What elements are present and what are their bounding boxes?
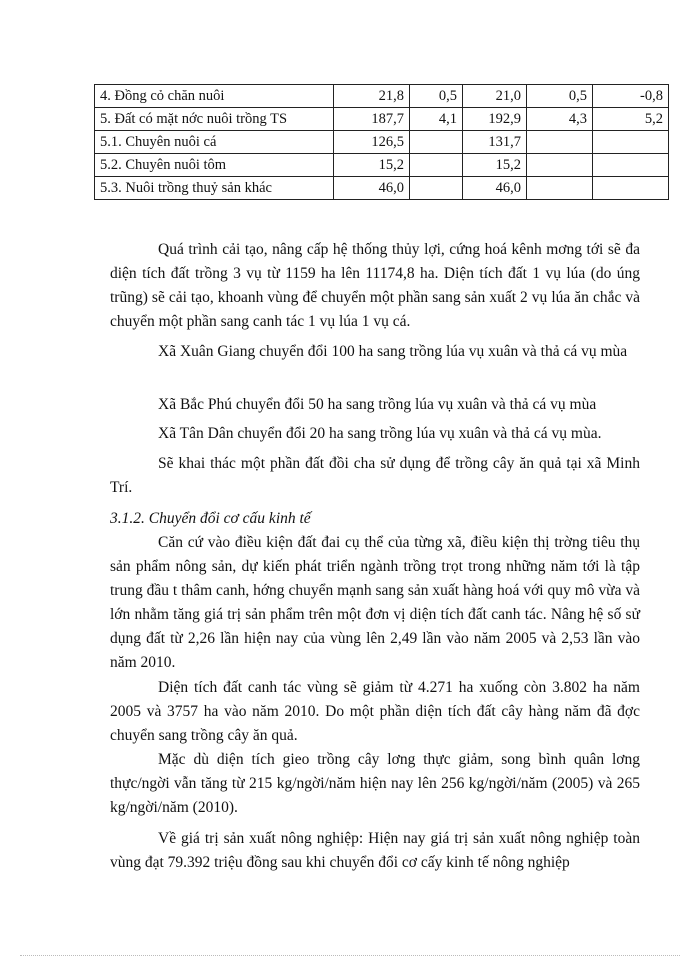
table-row [95, 85, 669, 108]
value-cell: 4,1 [410, 108, 463, 131]
value-cell [527, 177, 593, 200]
paragraph-text: Về giá trị sản xuất nông nghiệp: Hiện nay giá trị sản xuất nông nghiệp toàn vùng đạt 79.392 triệu đồng sau khi chuyển đổi cơ cấy kinh tế nông nghiệp [110, 830, 640, 871]
paragraph-text: Xã Xuân Giang chuyển đổi 100 ha sang trồng lúa vụ xuân và thả cá vụ mùa [158, 343, 628, 360]
value-cell: 15,2 [334, 154, 410, 177]
value-cell [527, 154, 593, 177]
value-cell: 126,5 [334, 131, 410, 154]
value-cell: 187,7 [334, 108, 410, 131]
value-cell: 4,3 [527, 108, 593, 131]
value-cell: -0,8 [593, 85, 669, 108]
paragraph-text: Sẽ khai thác một phần đất đồi cha sử dụng để trồng cây ăn quả tại xã Minh Trí. [110, 455, 640, 496]
value-cell [410, 177, 463, 200]
paragraph-food-per-capita [110, 748, 640, 820]
value-cell [593, 131, 669, 154]
value-cell: 21,0 [463, 85, 527, 108]
paragraph-production-value [110, 827, 640, 875]
paragraph-irrigation [110, 238, 640, 334]
paragraph-text: Xã Bắc Phú chuyển đổi 50 ha sang trồng lúa vụ xuân và thả cá vụ mùa [158, 396, 597, 413]
paragraph-xuan-giang [110, 340, 640, 364]
paragraph-cultivated-area [110, 676, 640, 748]
row-label-cell: 5.3. Nuôi trồng thuỷ sản khác [95, 177, 334, 200]
value-cell [410, 154, 463, 177]
table-row [95, 131, 669, 154]
row-label-cell: 5. Đất có mặt nớc nuôi trồng TS [95, 108, 334, 131]
paragraph-bac-phu [110, 393, 640, 417]
value-cell: 0,5 [527, 85, 593, 108]
paragraph-tan-dan [110, 422, 640, 446]
table-row [95, 177, 669, 200]
value-cell [593, 177, 669, 200]
row-label-cell: 5.2. Chuyên nuôi tôm [95, 154, 334, 177]
value-cell: 0,5 [410, 85, 463, 108]
value-cell: 5,2 [593, 108, 669, 131]
value-cell: 21,8 [334, 85, 410, 108]
value-cell: 46,0 [463, 177, 527, 200]
paragraph-text: Xã Tân Dân chuyển đổi 20 ha sang trồng lúa vụ xuân và thả cá vụ mùa. [158, 425, 602, 442]
row-label-cell: 4. Đồng cỏ chăn nuôi [95, 85, 334, 108]
paragraph-economic-structure [110, 531, 640, 675]
value-cell [593, 154, 669, 177]
paragraph-text: Mặc dù diện tích gieo trồng cây lơng thực giảm, song bình quân lơng thực/ngời vẫn tăng từ 215 kg/ngời/năm hiện nay lên 256 kg/ngời/năm (2005) và 265 kg/ngời/năm (2010). [110, 751, 640, 816]
paragraph-text: Quá trình cải tạo, nâng cấp hệ thống thủy lợi, cứng hoá kênh mơng tới sẽ đa diện tích đất trồng 3 vụ từ 1159 ha lên 11174,8 ha. Diện tích đất 1 vụ lúa (do úng trũng) sẽ cải tạo, khoanh vùng để chuyển một phần sang sản xuất 2 vụ lúa ăn chắc và chuyển một phần sang canh tác 1 vụ lúa 1 vụ cá. [110, 241, 640, 330]
page-bottom-divider [20, 955, 680, 956]
value-cell: 192,9 [463, 108, 527, 131]
paragraph-text: Diện tích đất canh tác vùng sẽ giảm từ 4.271 ha xuống còn 3.802 ha năm 2005 và 3757 ha vào năm 2010. Do một phần diện tích đất cây hàng năm đã đợc chuyển sang trồng cây ăn quả. [110, 679, 640, 744]
land-use-table [94, 84, 669, 200]
heading-text: 3.1.2. Chuyển đổi cơ cấu kinh tế [110, 510, 311, 527]
paragraph-text: Căn cứ vào điều kiện đất đai cụ thể của từng xã, điều kiện thị trờng tiêu thụ sản phẩm nông sản, dự kiến phát triển ngành trồng trọt trong những năm tới là tập trung đầu t thâm canh, hớng chuyển mạnh sang sản xuất hàng hoá với quy mô vừa và lớn nhằm tăng giá trị sản phẩm trên một đơn vị diện tích đất canh tác. Nâng hệ số sử dụng đất từ 2,26 lần hiện nay của vùng lên 2,49 lần vào năm 2005 và 2,53 lần vào năm 2010. [110, 534, 640, 671]
value-cell: 15,2 [463, 154, 527, 177]
value-cell: 46,0 [334, 177, 410, 200]
table-row [95, 154, 669, 177]
paragraph-minh-tri [110, 452, 640, 500]
value-cell: 131,7 [463, 131, 527, 154]
row-label-cell: 5.1. Chuyên nuôi cá [95, 131, 334, 154]
table-row [95, 108, 669, 131]
value-cell [527, 131, 593, 154]
section-heading [110, 507, 640, 531]
value-cell [410, 131, 463, 154]
